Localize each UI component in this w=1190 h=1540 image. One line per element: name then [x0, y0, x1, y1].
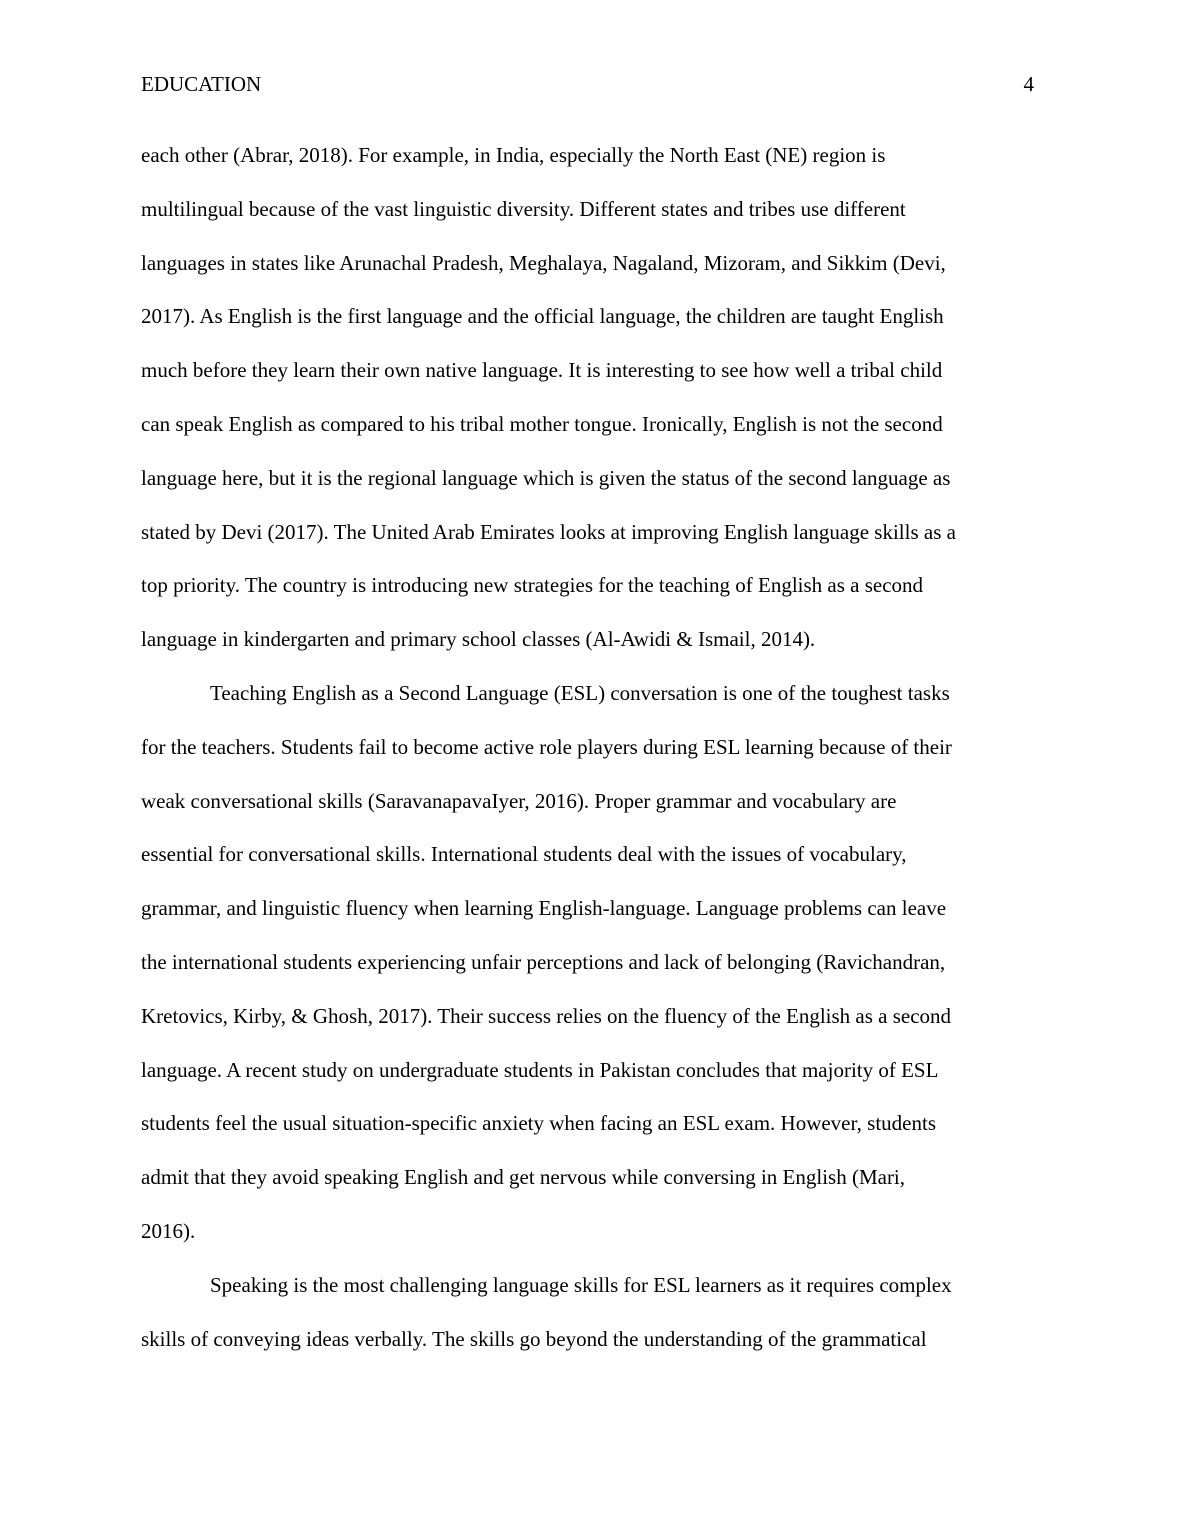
running-head: EDUCATION — [141, 72, 262, 96]
text-line: 2017). As English is the first language and the official language, the children are taught English — [141, 304, 944, 329]
text-line: language. A recent study on undergraduate students in Pakistan concludes that majority of ESL — [141, 1057, 939, 1082]
text-line: language here, but it is the regional language which is given the status of the second language as — [141, 465, 951, 490]
text-line: for the teachers. Students fail to become active role players during ESL learning because of their — [141, 734, 952, 759]
page-number: 4 — [1023, 72, 1034, 96]
text-line: the international students experiencing unfair perceptions and lack of belonging (Ravichandran, — [141, 950, 946, 974]
text-line: essential for conversational skills. International students deal with the issues of vocabulary, — [141, 842, 907, 867]
text-line: languages in states like Arunachal Pradesh, Meghalaya, Nagaland, Mizoram, and Sikkim (Devi, — [141, 250, 946, 275]
text-line: top priority. The country is introducing new strategies for the teaching of English as a second — [141, 573, 924, 598]
text-line: skills of conveying ideas verbally. The skills go beyond the understanding of the grammatical — [141, 1326, 927, 1351]
text-line: Speaking is the most challenging language skills for ESL learners as it requires complex — [210, 1272, 952, 1297]
text-line: each other (Abrar, 2018). For example, in India, especially the North East (NE) region is — [141, 143, 886, 167]
text-line: Teaching English as a Second Language (ESL) conversation is one of the toughest tasks — [210, 681, 950, 705]
text-line: stated by Devi (2017). The United Arab Emirates looks at improving English language skills as a — [141, 519, 956, 544]
text-line: grammar, and linguistic fluency when learning English-language. Language problems can leave — [141, 896, 947, 921]
text-line: 2016). — [141, 1219, 196, 1243]
text-line: can speak English as compared to his tribal mother tongue. Ironically, English is not the second — [141, 412, 943, 436]
text-line: weak conversational skills (SaravanapavaIyer, 2016). Proper grammar and vocabulary are — [141, 788, 897, 813]
text-line: admit that they avoid speaking English and get nervous while conversing in English (Mari, — [141, 1165, 906, 1190]
text-line: language in kindergarten and primary school classes (Al-Awidi & Ismail, 2014). — [141, 627, 816, 652]
text-line: multilingual because of the vast linguistic diversity. Different states and tribes use different — [141, 196, 906, 221]
text-line: Kretovics, Kirby, & Ghosh, 2017). Their success relies on the fluency of the English as a second — [141, 1003, 952, 1028]
text-line: students feel the usual situation-specific anxiety when facing an ESL exam. However, students — [141, 1111, 936, 1136]
text-line: much before they learn their own native language. It is interesting to see how well a tribal child — [141, 358, 943, 383]
